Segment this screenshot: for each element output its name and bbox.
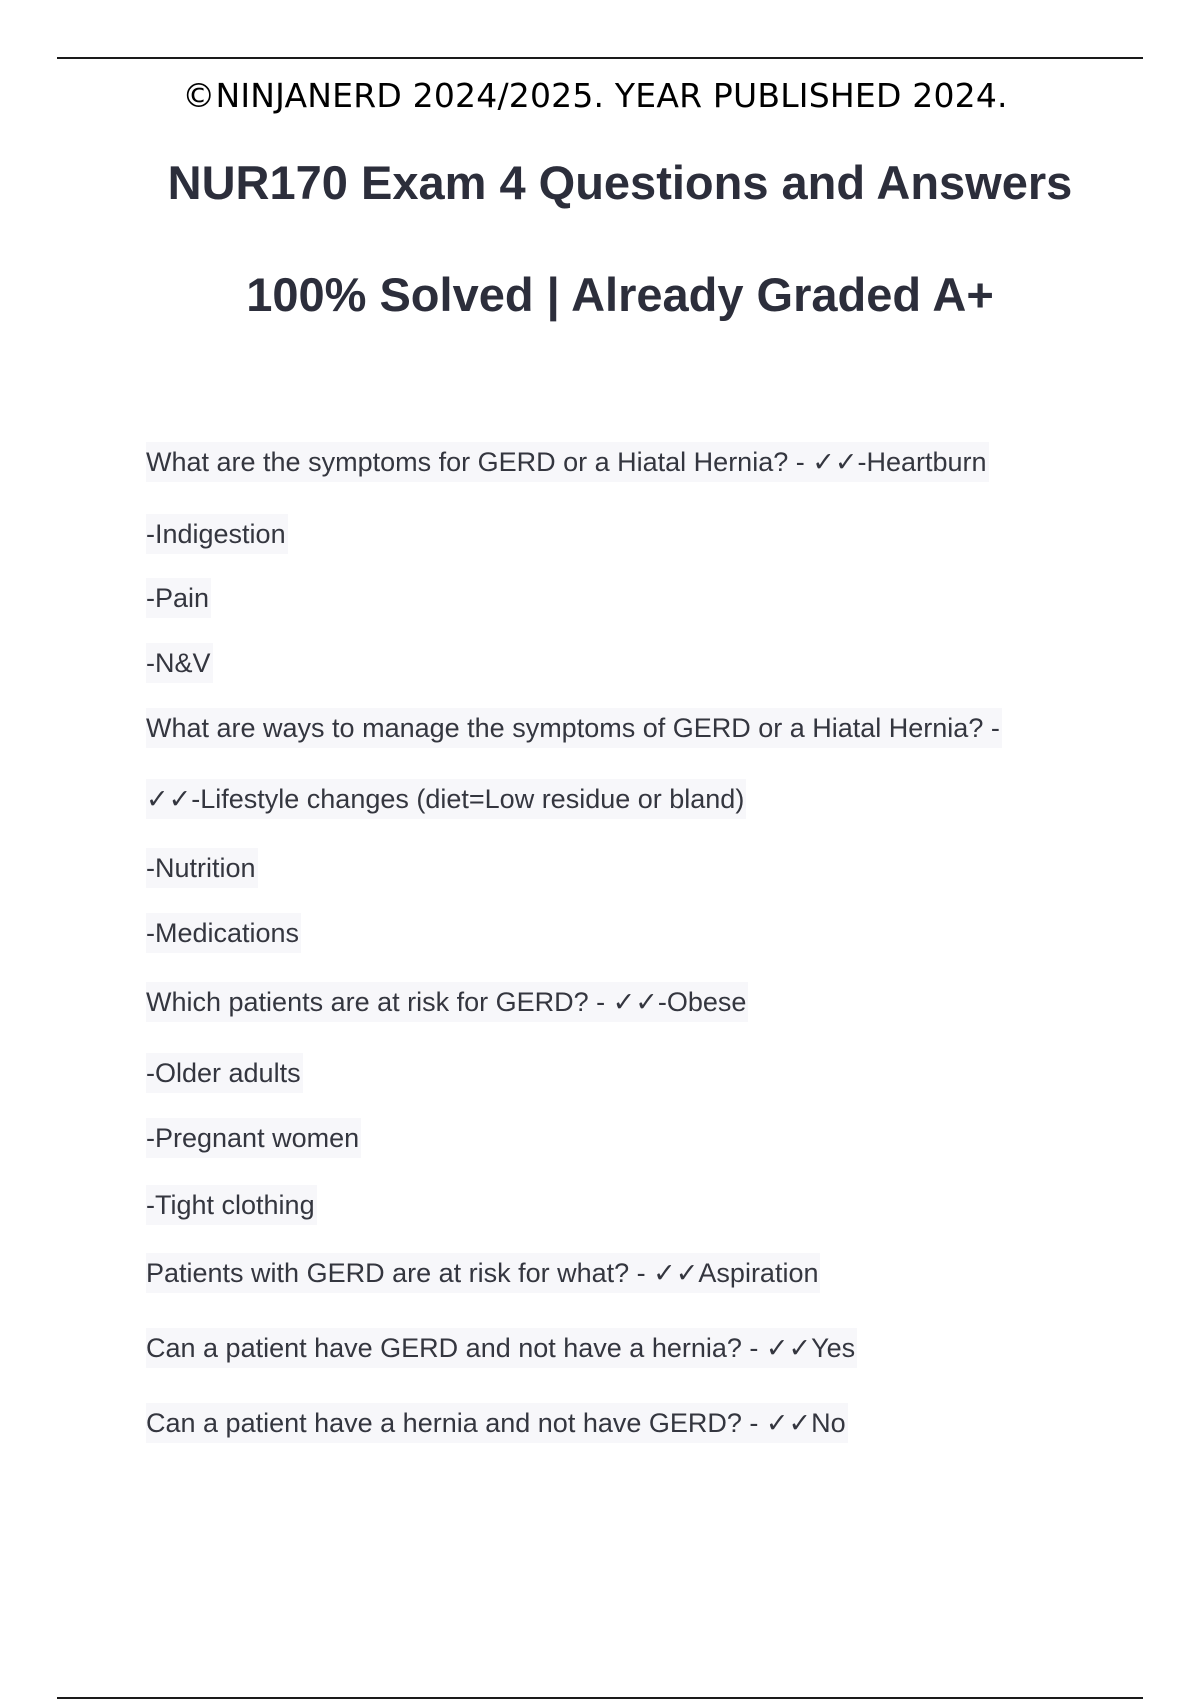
answer-line-lifestyle: ✓✓-Lifestyle changes (diet=Low residue or bland) (146, 779, 746, 819)
answer-line-tight-clothing: -Tight clothing (146, 1185, 317, 1225)
question-risk-patients: Which patients are at risk for GERD? - ✓✓-Obese (146, 982, 748, 1022)
question-gerd-risk: Patients with GERD are at risk for what? - ✓✓Aspiration (146, 1253, 820, 1293)
answer-line-indigestion: -Indigestion (146, 514, 288, 554)
question-gerd-without-hernia: Can a patient have GERD and not have a hernia? - ✓✓Yes (146, 1328, 857, 1368)
copyright-header: ©NINJANERD 2024/2025. YEAR PUBLISHED 2024. (182, 76, 1008, 115)
answer-line-pain: -Pain (146, 578, 211, 618)
answer-line-medications: -Medications (146, 913, 301, 953)
question-hernia-without-gerd: Can a patient have a hernia and not have GERD? - ✓✓No (146, 1403, 848, 1443)
question-manage-symptoms: What are ways to manage the symptoms of GERD or a Hiatal Hernia? - (146, 708, 1002, 748)
bottom-rule (57, 1697, 1143, 1699)
answer-line-nutrition: -Nutrition (146, 848, 258, 888)
question-gerd-symptoms: What are the symptoms for GERD or a Hiatal Hernia? - ✓✓-Heartburn (146, 442, 989, 482)
answer-line-older-adults: -Older adults (146, 1053, 303, 1093)
top-rule (57, 57, 1143, 59)
answer-line-nausea-vomiting: -N&V (146, 643, 213, 683)
document-subtitle: 100% Solved | Already Graded A+ (246, 268, 994, 321)
answer-line-pregnant-women: -Pregnant women (146, 1118, 361, 1158)
document-title: NUR170 Exam 4 Questions and Answers (167, 156, 1073, 209)
